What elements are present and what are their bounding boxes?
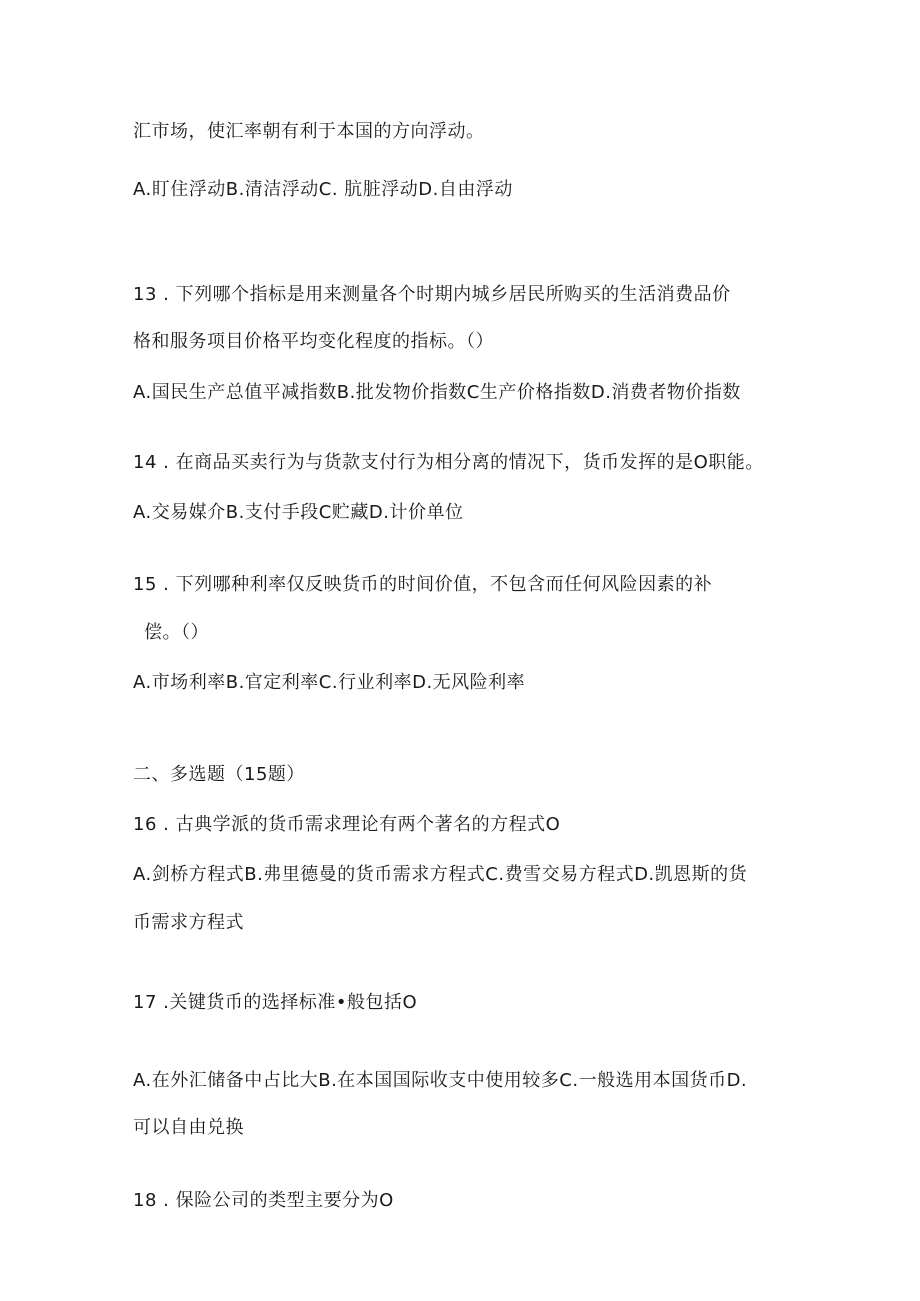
q15-options: A.市场利率B.官定利率C.行业利率D.无风险利率 <box>133 672 526 693</box>
q15-text-line2: 偿。（） <box>144 622 209 643</box>
q17-text: 17 .关键货币的选择标准•般包括O <box>133 992 418 1013</box>
q12-text-continuation: 汇市场，使汇率朝有利于本国的方向浮动。 <box>133 121 485 142</box>
q18-text: 18 . 保险公司的类型主要分为O <box>133 1190 394 1211</box>
q17-options-line2: 可以自由兑换 <box>133 1117 244 1138</box>
q16-options-line2: 币需求方程式 <box>133 912 244 933</box>
q16-text: 16 . 古典学派的货币需求理论有两个著名的方程式O <box>133 814 561 835</box>
q17-options-line1: A.在外汇储备中占比大B.在本国国际收支中使用较多C.一般选用本国货币D. <box>133 1070 748 1091</box>
q13-options: A.国民生产总值平减指数B.批发物价指数C生产价格指数D.消费者物价指数 <box>133 382 741 403</box>
q13-text-line1: 13 . 下列哪个指标是用来测量各个时期内城乡居民所购买的生活消费品价 <box>133 284 731 305</box>
q13-text-line2: 格和服务项目价格平均变化程度的指标。（） <box>133 331 494 352</box>
section-heading-multiple-choice: 二、多选题（15题） <box>133 764 305 785</box>
q14-text: 14 . 在商品买卖行为与货款支付行为相分离的情况下，货币发挥的是O职能。 <box>133 452 764 473</box>
q15-text-line1: 15 . 下列哪种利率仅反映货币的时间价值，不包含而任何风险因素的补 <box>133 574 713 595</box>
q14-options: A.交易媒介B.支付手段C贮藏D.计价单位 <box>133 502 464 523</box>
q16-options-line1: A.剑桥方程式B.弗里德曼的货币需求方程式C.费雪交易方程式D.凯恩斯的货 <box>133 864 748 885</box>
q12-options: A.盯住浮动B.清洁浮动C. 肮脏浮动D.自由浮动 <box>133 179 513 200</box>
